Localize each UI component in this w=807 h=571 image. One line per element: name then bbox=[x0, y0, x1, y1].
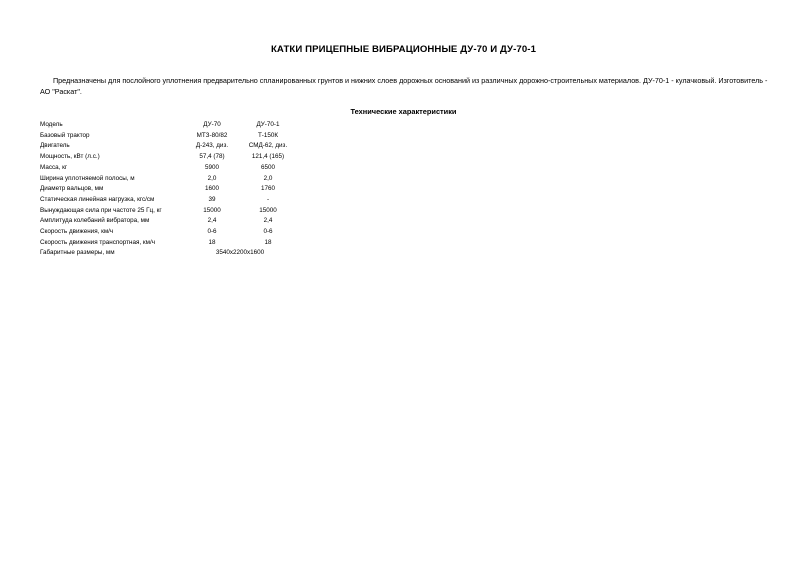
spec-row bbox=[40, 131, 296, 142]
spec-value-du70-1: Т-150К bbox=[257, 131, 279, 139]
spec-value-du70-1: 1760 bbox=[260, 185, 275, 193]
spec-label: Масса, кг bbox=[40, 163, 68, 171]
spec-value-du70: 5900 bbox=[204, 163, 219, 171]
specs-header-row bbox=[40, 120, 296, 131]
spec-row bbox=[40, 174, 296, 185]
spec-row bbox=[40, 152, 296, 163]
spec-label: Модель bbox=[40, 121, 63, 128]
spec-value-du70: 2,4 bbox=[207, 217, 217, 225]
spec-label: Диаметр вальцов, мм bbox=[40, 185, 104, 193]
spec-value-du70: МТЗ-80/82 bbox=[196, 131, 228, 139]
spec-label: Статическая линейная нагрузка, кгс/см bbox=[40, 195, 155, 203]
spec-value-du70: Д-243, диз. bbox=[195, 142, 229, 150]
spec-value-du70-1: СМД-62, диз. bbox=[248, 142, 288, 150]
specs-heading: Технические характеристики bbox=[350, 107, 457, 116]
spec-value-du70-1: - bbox=[266, 195, 270, 203]
spec-value-du70: 0-6 bbox=[207, 228, 217, 236]
specs-table bbox=[40, 120, 296, 259]
spec-label: Мощность, кВт (л.с.) bbox=[40, 153, 100, 161]
spec-row bbox=[40, 141, 296, 152]
spec-value-du70-1: 0-6 bbox=[263, 228, 273, 236]
spec-row bbox=[40, 206, 296, 217]
spec-value-dimensions: 3540x2200x1600 bbox=[215, 249, 265, 257]
spec-row bbox=[40, 227, 296, 238]
spec-value-du70: 2,0 bbox=[207, 174, 217, 182]
spec-label: Амплитуда колебаний вибратора, мм bbox=[40, 217, 150, 225]
spec-value-du70-1: 2,4 bbox=[263, 217, 273, 225]
spec-label: Вынуждающая сила при частоте 25 Гц, кг bbox=[40, 206, 162, 214]
spec-row bbox=[40, 195, 296, 206]
spec-value-du70: 15000 bbox=[203, 206, 221, 214]
spec-value-du70-1: 6500 bbox=[260, 163, 275, 171]
spec-value-du70-1: 15000 bbox=[259, 206, 277, 214]
spec-value-du70-1: 121,4 (165) bbox=[251, 153, 285, 161]
spec-label: Скорость движения транспортная, км/ч bbox=[40, 238, 156, 246]
spec-label: Базовый трактор bbox=[40, 131, 90, 139]
intro-paragraph: Предназначены для послойного уплотнения предварительно спланированных грунтов и нижних слоев дорожных оснований из различных дорожно-строительных материалов. ДУ-70-1 - кулачковый. Изготовитель - АО "Раскат". bbox=[40, 76, 768, 96]
spec-label: Габаритные размеры, мм bbox=[40, 249, 115, 257]
spec-value-du70-1: 2,0 bbox=[263, 174, 273, 182]
spec-label: Двигатель bbox=[40, 142, 70, 150]
spec-value-du70-1: ДУ-70-1 bbox=[256, 121, 280, 128]
spec-row bbox=[40, 163, 296, 174]
spec-value-du70: 39 bbox=[208, 195, 216, 203]
spec-value-du70: 18 bbox=[208, 238, 216, 246]
spec-row bbox=[40, 184, 296, 195]
spec-label: Ширина уплотняемой полосы, м bbox=[40, 174, 135, 182]
spec-value-du70: 57,4 (78) bbox=[199, 153, 225, 161]
spec-value-du70-1: 18 bbox=[264, 238, 272, 246]
spec-row bbox=[40, 238, 296, 249]
spec-row-dimensions bbox=[40, 248, 296, 259]
spec-row bbox=[40, 216, 296, 227]
document-title: КАТКИ ПРИЦЕПНЫЕ ВИБРАЦИОННЫЕ ДУ-70 И ДУ-70-1 bbox=[270, 44, 537, 55]
spec-value-du70: ДУ-70 bbox=[203, 121, 221, 128]
spec-value-du70: 1600 bbox=[204, 185, 219, 193]
spec-label: Скорость движения, км/ч bbox=[40, 228, 114, 236]
